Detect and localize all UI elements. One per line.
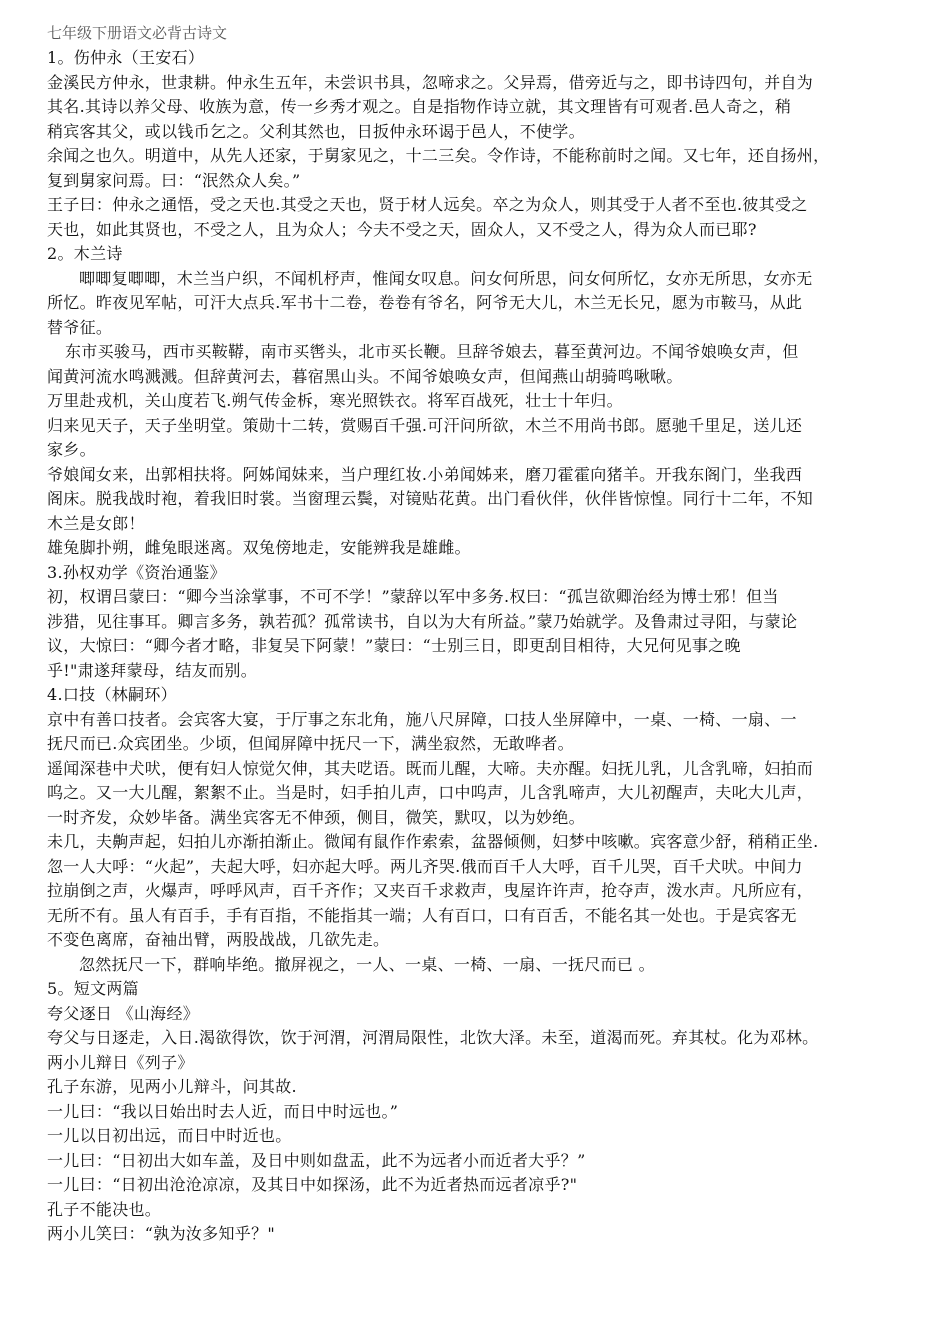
- text-line: 复到舅家问焉。曰：“泯然众人矣。”: [47, 170, 301, 190]
- text-line: 两小儿笑曰：“孰为汝多知乎？": [47, 1224, 276, 1243]
- text-line: 稍宾客其父，或以钱币乞之。父利其然也，日扳仲永环谒于邑人，不使学。: [47, 121, 585, 141]
- text-line: 京中有善口技者。会宾客大宴，于厅事之东北角，施八尺屏障，口技人坐屏障中，一桌、一椅、一扇、一: [47, 709, 797, 729]
- text-line: 孔子不能决也。: [47, 1199, 162, 1219]
- text-line: 替爷征。: [47, 317, 113, 337]
- text-line: 东市买骏马，西市买鞍鞯，南市买辔头，北市买长鞭。旦辞爷娘去，暮至黄河边。不闻爷娘唤女声，但: [65, 342, 799, 361]
- document-page: [47, 22, 915, 1247]
- text-line: 无所不有。虽人有百手，手有百指，不能指其一端；人有百口，口有百舌，不能名其一处也。于是宾客无: [47, 905, 797, 925]
- text-line: 唧唧复唧唧，木兰当户织，不闻机杼声，惟闻女叹息。问女何所思，问女何所忆，女亦无所思，女亦无: [79, 268, 813, 288]
- section-heading: 3.孙权劝学《资治通鉴》: [47, 562, 226, 582]
- text-line: 雄兔脚扑朔，雌兔眼迷离。双兔傍地走，安能辨我是雄雌。: [47, 538, 471, 557]
- text-line: 一儿曰：“日初出大如车盖，及日中则如盘盂，此不为远者小而近者大乎？”: [47, 1150, 586, 1170]
- text-line: 一儿曰：“日初出沧沧凉凉，及其日中如探汤，此不为近者热而远者凉乎?": [47, 1175, 578, 1194]
- subsection-heading: 夸父逐日 《山海经》: [47, 1003, 200, 1023]
- text-line: 天也，如此其贤也，不受之人，且为众人；今夫不受之天，固众人，又不受之人，得为众人而已耶?: [47, 219, 757, 239]
- text-line: 归来见天子，天子坐明堂。策勋十二转，赏赐百千强.可汗问所欲，木兰不用尚书郎。愿驰千里足，送儿还: [47, 415, 803, 435]
- section-heading: 4.口技（林嗣环）: [47, 685, 177, 704]
- section-heading: 1。伤仲永（王安石）: [47, 48, 205, 67]
- text-line: 不变色离席，奋袖出臂，两股战战，几欲先走。: [47, 930, 390, 949]
- text-line: 拉崩倒之声，火爆声，呼呼风声，百千齐作；又夹百千求救声，曳屋许许声，抢夺声，泼水声。凡所应有，: [47, 881, 814, 900]
- text-line: 忽然抚尺一下，群响毕绝。撤屏视之，一人、一桌、一椅、一扇、一抚尺而已 。: [79, 954, 655, 974]
- text-line: 孔子东游，见两小儿辩斗，问其故.: [47, 1077, 297, 1096]
- text-line: 余闻之也久。明道中，从先人还家，于舅家见之，十二三矣。令作诗，不能称前时之闻。又七年，还自扬州，: [47, 146, 830, 165]
- text-line: 一儿曰：“我以日始出时去人近，而日中时远也。”: [47, 1101, 399, 1121]
- text-line: 王子曰：仲永之通悟，受之天也.其受之天也，贤于材人远矣。卒之为众人，则其受于人者不至也.彼其受之: [47, 195, 808, 214]
- text-line: 闻黄河流水鸣溅溅。但辞黄河去，暮宿黑山头。不闻爷娘唤女声，但闻燕山胡骑鸣啾啾。: [47, 366, 683, 386]
- section-heading: 5。短文两篇: [47, 979, 139, 998]
- text-line: 金溪民方仲永，世隶耕。仲永生五年，未尝识书具，忽啼求之。父异焉，借旁近与之，即书诗四句，并自为: [47, 72, 814, 92]
- text-line: 抚尺而已.众宾团坐。少顷，但闻屏障中抚尺一下，满坐寂然，无敢哗者。: [47, 734, 574, 753]
- text-line: 阁床。脱我战时袍，着我旧时裳。当窗理云鬓，对镜贴花黄。出门看伙伴，伙伴皆惊惶。同行十二年，不知: [47, 489, 814, 508]
- text-line: 一时齐发，众妙毕备。满坐宾客无不伸颈，侧目，微笑，默叹，以为妙绝。: [47, 807, 585, 827]
- document-title: 七年级下册语文必背古诗文: [47, 26, 228, 42]
- subsection-heading: 两小儿辩日《列子》: [47, 1052, 194, 1072]
- text-line: 忽一人大呼：“火起”，夫起大呼，妇亦起大呼。两儿齐哭.俄而百千人大呼，百千儿哭，百千犬吠。中间力: [47, 856, 803, 876]
- text-line: 其名.其诗以养父母、收族为意，传一乡秀才观之。自是指物作诗立就，其文理皆有可观者.邑人奇之，稍: [47, 97, 792, 116]
- text-line: 涉猎，见往事耳。卿言多务，孰若孤？孤常读书，自以为大有所益。”蒙乃始就学。及鲁肃过寻阳，与蒙论: [47, 611, 798, 631]
- text-line: 爷娘闻女来，出郭相扶将。阿姊闻妹来，当户理红妆.小弟闻姊来，磨刀霍霍向猪羊。开我东阁门，坐我西: [47, 464, 803, 484]
- text-line: 初，权谓吕蒙曰：“卿今当涂掌事，不可不学！”蒙辞以军中多务.权曰：“孤岂欲卿治经为博士邪！但当: [47, 587, 779, 606]
- text-line: 家乡。: [47, 440, 96, 459]
- text-line: 议，大惊曰：“卿今者才略，非复吴下阿蒙！”蒙曰：“士别三日，即更刮目相待，大兄何见事之晚: [47, 636, 741, 655]
- section-heading: 2。木兰诗: [47, 244, 123, 263]
- text-line: 所忆。昨夜见军帖，可汗大点兵.军书十二卷，卷卷有爷名，阿爷无大儿，木兰无长兄，愿为市鞍马，从此: [47, 293, 803, 312]
- text-line: 木兰是女郎！: [47, 513, 145, 533]
- text-line: 乎!"肃遂拜蒙母，结友而别。: [47, 660, 257, 680]
- text-line: 夸父与日逐走，入日.渴欲得饮，饮于河渭，河渭局限性，北饮大泽。未至，道渴而死。弃其杖。化为邓林。: [47, 1028, 819, 1047]
- text-line: 遥闻深巷中犬吠，便有妇人惊觉欠伸，其夫呓语。既而儿醒，大啼。夫亦醒。妇抚儿乳，儿含乳啼，妇拍而: [47, 758, 814, 778]
- text-line: 呜之。又一大儿醒，絮絮不止。当是时，妇手拍儿声，口中呜声，儿含乳啼声，大儿初醒声，夫叱大儿声，: [47, 783, 814, 802]
- text-line: 一儿以日初出远，而日中时近也。: [47, 1126, 292, 1145]
- text-line: 万里赴戎机，关山度若飞.朔气传金柝，寒光照铁衣。将军百战死，壮士十年归。: [47, 391, 623, 410]
- text-line: 未几，夫齁声起，妇拍儿亦渐拍渐止。微闻有鼠作作索索，盆器倾侧，妇梦中咳嗽。宾客意少舒，稍稍正坐.: [47, 832, 819, 851]
